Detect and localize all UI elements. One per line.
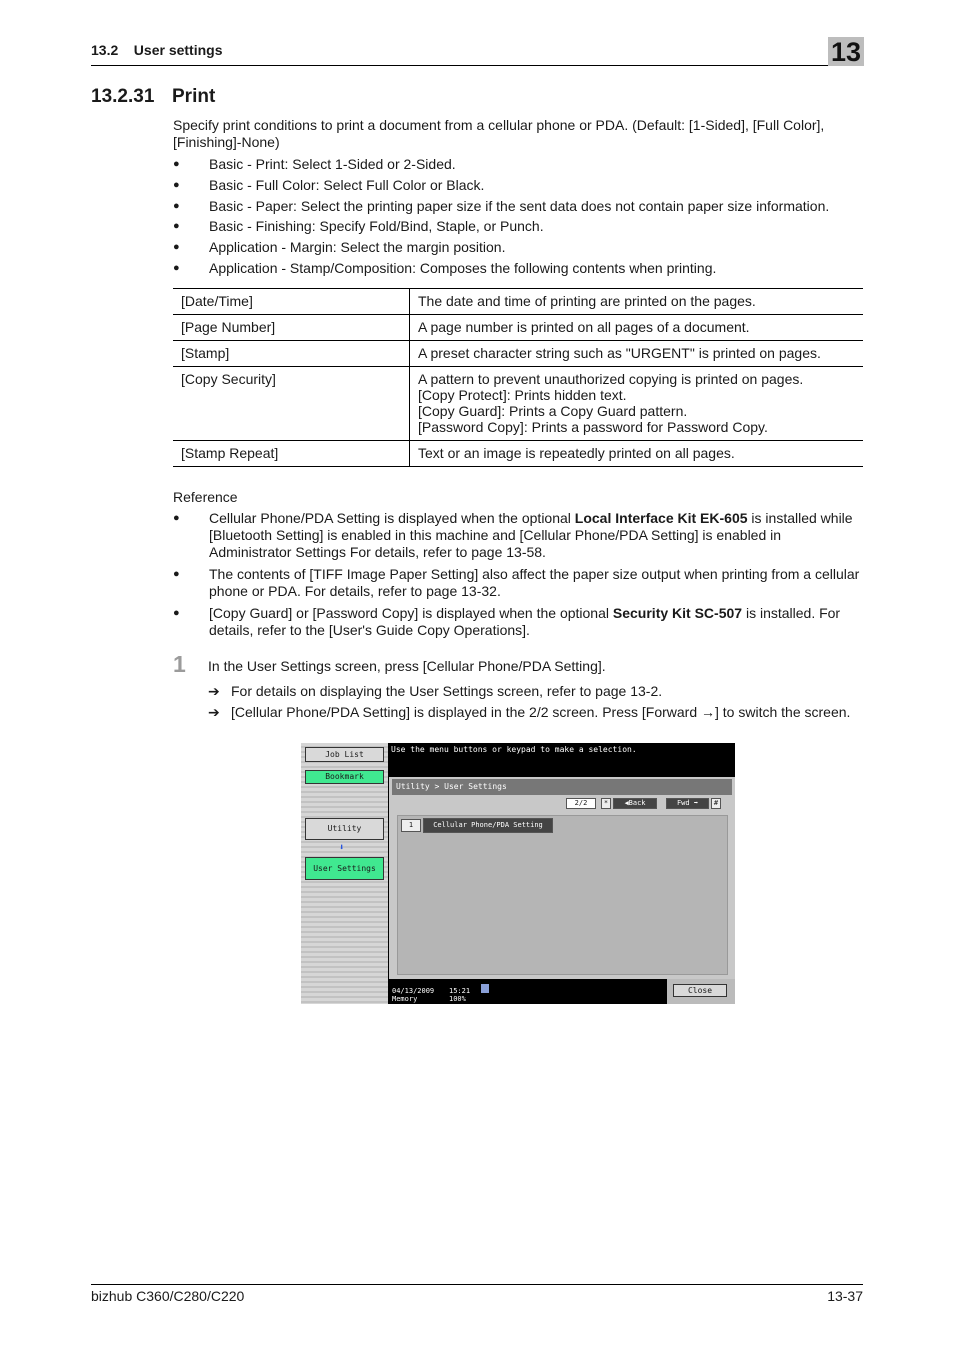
reference-label: Reference: [173, 489, 238, 505]
table-row: [173, 341, 863, 367]
section-number: 13.2.31: [91, 86, 155, 107]
table-cell-item: [Stamp]: [173, 341, 410, 367]
back-button[interactable]: ◀Back: [613, 798, 657, 809]
table-cell-description: A pattern to prevent unauthorized copying is printed on pages. [Copy Protect]: Prints hidden text. [Copy Guard]: Prints a Copy Guard pattern. [Password Copy]: Prints a password for Password Copy.: [410, 367, 864, 441]
forward-arrow-icon: ➡: [693, 799, 699, 807]
memory-label: Memory: [392, 995, 418, 1003]
bullet-icon: ●: [173, 262, 180, 274]
footer-rule: [91, 1284, 863, 1285]
section-heading: [91, 86, 215, 108]
table-cell-description: A preset character string such as "URGENT" is printed on pages.: [410, 341, 864, 367]
user-settings-button[interactable]: User Settings: [305, 857, 384, 880]
status-time: 15:21: [449, 987, 471, 995]
status-bar: [389, 981, 667, 1004]
item-number: 1: [401, 819, 421, 832]
table-cell-item: [Copy Security]: [173, 367, 410, 441]
table-row: [173, 441, 863, 467]
utility-button[interactable]: Utility: [305, 818, 384, 840]
bullet-icon: ●: [173, 568, 180, 580]
star-key-icon: *: [601, 798, 611, 809]
bullet-icon: ●: [173, 200, 180, 212]
intro-paragraph: Specify print conditions to print a document from a cellular phone or PDA. (Default: [1-Sided], [Full Color], [Finishing]-None): [173, 117, 825, 150]
stamp-composition-table: [173, 288, 863, 467]
job-list-button[interactable]: Job List: [305, 747, 384, 762]
hash-key-icon: #: [711, 798, 721, 809]
table-cell-item: [Page Number]: [173, 315, 410, 341]
close-button[interactable]: Close: [673, 984, 727, 997]
step-number: 1: [173, 651, 186, 677]
page-indicator: 2/2: [566, 798, 596, 809]
status-date: 04/13/2009: [392, 987, 435, 995]
breadcrumb: Utility > User Settings: [392, 779, 732, 795]
arrow-icon: ➔: [208, 683, 220, 699]
step-text: In the User Settings screen, press [Cellular Phone/PDA Setting].: [208, 658, 606, 674]
running-header-section: 13.2 User settings: [91, 42, 223, 58]
bookmark-button[interactable]: Bookmark: [305, 770, 384, 784]
memory-value: 100%: [449, 995, 466, 1003]
bullet-icon: ●: [173, 158, 180, 170]
table-cell-description: A page number is printed on all pages of a document.: [410, 315, 864, 341]
footer-product: bizhub C360/C280/C220: [91, 1288, 245, 1304]
table-row: [173, 367, 863, 441]
down-arrow-icon: ⬇: [339, 843, 345, 853]
cellular-phone-pda-setting-button[interactable]: Cellular Phone/PDA Setting: [423, 818, 553, 833]
bullet-icon: ●: [173, 241, 180, 253]
table-row: [173, 315, 863, 341]
control-panel-screenshot: [301, 743, 735, 1004]
section-title: Print: [172, 86, 216, 107]
bullet-icon: ●: [173, 220, 180, 232]
table-row: [173, 289, 863, 315]
forward-button[interactable]: Fwd ➡: [666, 798, 709, 809]
arrow-icon: ➔: [208, 704, 220, 720]
table-cell-item: [Stamp Repeat]: [173, 441, 410, 467]
chapter-number-badge: 13: [828, 37, 864, 66]
table-cell-description: Text or an image is repeatedly printed on all pages.: [410, 441, 864, 467]
table-cell-description: The date and time of printing are printed on the pages.: [410, 289, 864, 315]
settings-list-area: [397, 815, 728, 975]
bullet-icon: ●: [173, 607, 180, 619]
bullet-icon: ●: [173, 512, 180, 524]
footer-page-number: 13-37: [827, 1288, 863, 1304]
instruction-message: Use the menu buttons or keypad to make a selection.: [391, 745, 637, 754]
table-cell-item: [Date/Time]: [173, 289, 410, 315]
header-rule: [91, 65, 863, 66]
bullet-icon: ●: [173, 179, 180, 191]
network-icon: [481, 984, 489, 993]
